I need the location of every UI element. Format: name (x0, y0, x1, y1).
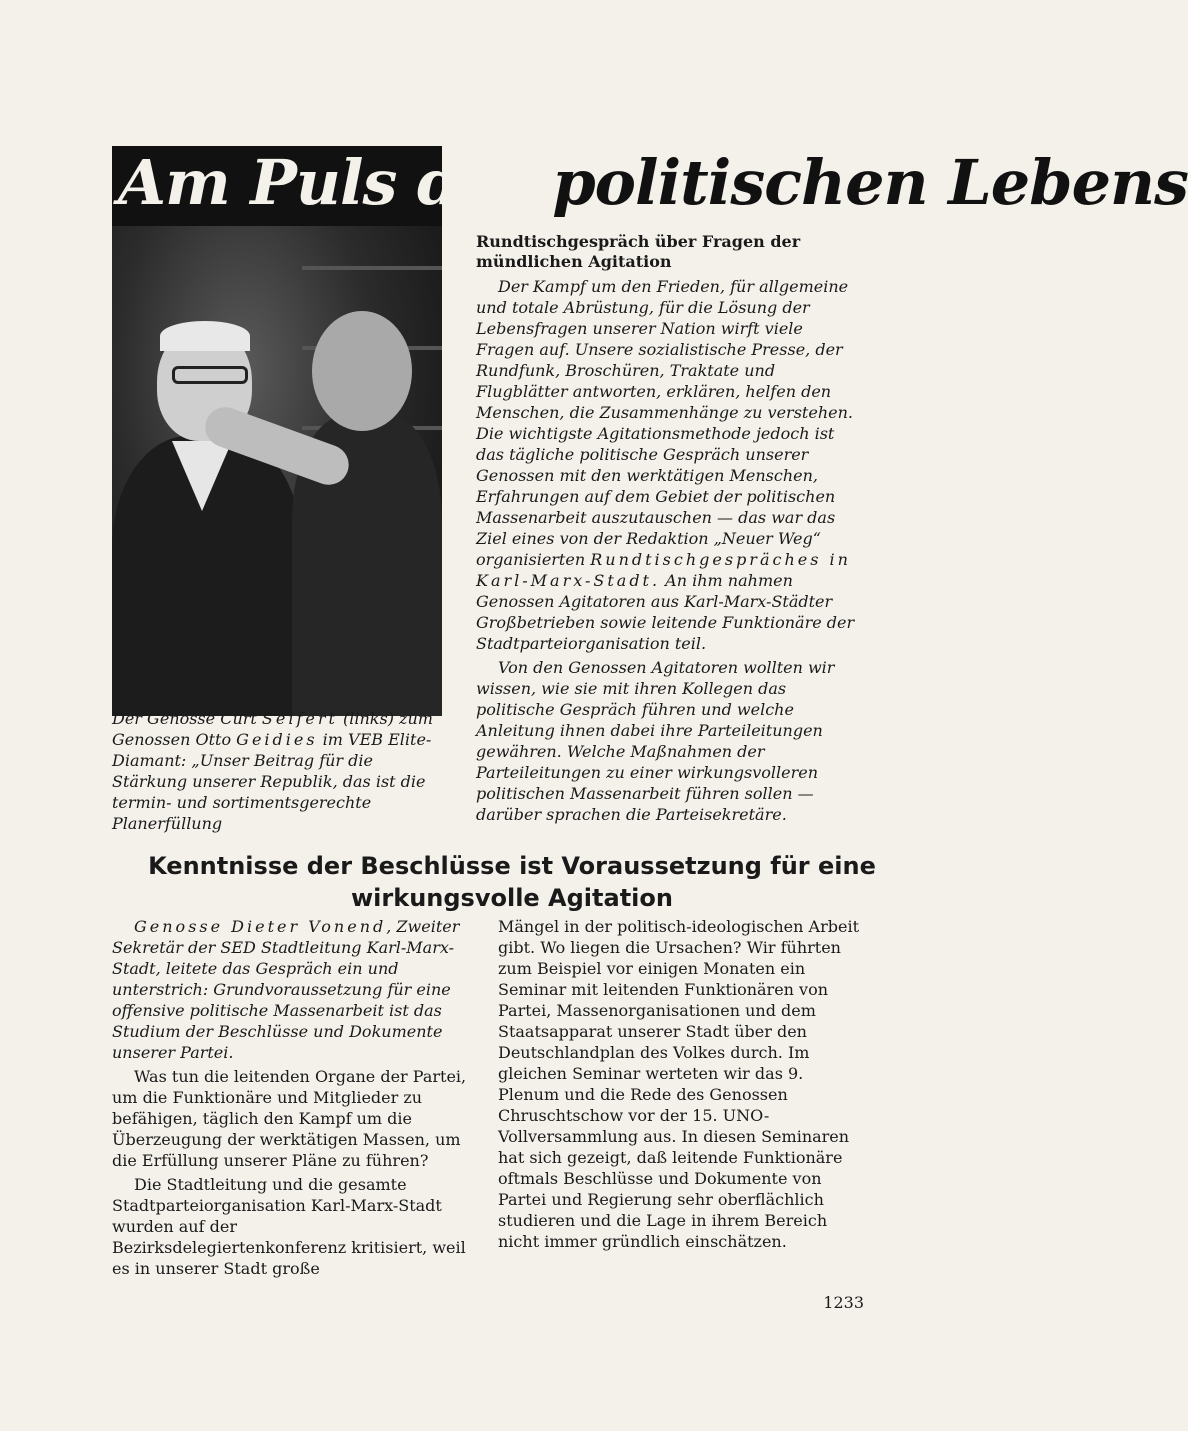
banner-title-dark-part: Am Puls des (118, 146, 553, 219)
article-headline (112, 850, 912, 914)
intro-text-spaced: Rundtischgespräches in Karl-Marx-Stadt. (476, 550, 851, 590)
photo-person-right-head (312, 311, 412, 431)
caption-text: im VEB Elite-Diamant: „Unser Beitrag für die Stärkung unserer Republik, das ist die termin- und sortimentsgerechte Planerfüllung (112, 730, 432, 833)
caption-text: Der Genosse Curt (112, 709, 262, 728)
article-text-run: , Zweiter Sekretär der SED Stadtleitung Karl-Marx-Stadt, leitete das Gespräch ein und unterstrich: Grundvoraussetzung für eine offensive politische Massenarbeit ist das Studium der Beschlüsse und Dokumente unserer Partei. (112, 917, 460, 1062)
speaker-name: Genosse Dieter Vonend (134, 917, 387, 936)
photo (112, 226, 442, 704)
article-paragraph (112, 916, 474, 1063)
headline-line: Kenntnisse der Beschlüsse ist Voraussetzung für eine (148, 852, 876, 880)
article-column-right (498, 916, 862, 1252)
intro-paragraph: Von den Genossen Agitatoren wollten wir wissen, wie sie mit ihren Kollegen das politische Gespräch führen und welche Anleitung ihnen dabei ihre Parteileitungen gewähren. Welche Maßnahmen der Parteileitungen zu einer wirkungsvolleren politischen Massenarbeit führen sollen — darüber sprachen die Parteisekretäre. (476, 658, 835, 824)
banner-title-light-part: politischen Lebens (552, 146, 1188, 219)
intro-text-run: An ihm nahmen Genossen Agitatoren aus Karl-Marx-Städter Großbetrieben sowie leitende Funktionäre der Stadtparteiorganisation teil. (476, 571, 855, 653)
caption-name: Geidies (236, 730, 318, 749)
caption-text: (links) zum Genossen Otto (112, 709, 433, 749)
article-paragraph: Was tun die leitenden Organe der Partei, um die Funktionäre und Mitglieder zu befähigen, täglich den Kampf um die Überzeugung der werktätigen Massen, um die Erfüllung unserer Pläne zu führen? (112, 1067, 467, 1170)
intro-paragraph (476, 276, 864, 654)
caption-name: Seifert (261, 709, 338, 728)
article-paragraph: Die Stadtleitung und die gesamte Stadtparteiorganisation Karl-Marx-Stadt wurden auf der Bezirksdelegiertenkonferenz kritisiert, weil es in unserer Stadt große (112, 1175, 466, 1278)
photo-person-left-glasses (172, 366, 248, 384)
photo-shelf (302, 266, 442, 270)
photo-caption (112, 708, 442, 834)
intro-subheading: Rundtischgespräch über Fragen der mündlichen Agitation (476, 232, 801, 271)
intro-text (476, 276, 864, 825)
photo-person-left-hair (160, 321, 250, 351)
headline-line: wirkungsvolle Agitation (351, 884, 673, 912)
intro-text-run: Der Kampf um den Frieden, für allgemeine und totale Abrüstung, für die Lösung der Lebensfragen unserer Nation wirft viele Fragen auf. Unsere sozialistische Presse, der Rundfunk, Broschüren, Traktate und Flugblätter antworten, erklären, helfen den Menschen, die Zusammenhänge zu verstehen. Die wichtigste Agitationsmethode jedoch ist das tägliche politische Gespräch unserer Genossen mit den werktätigen Menschen, Erfahrungen auf dem Gebiet der politischen Massenarbeit auszutauschen — das war das Ziel eines von der Redaktion „Neuer Weg“ organisierten (476, 277, 853, 569)
article-paragraph: Mängel in der politisch-ideologischen Arbeit gibt. Wo liegen die Ursachen? Wir führten zum Beispiel vor einigen Monaten ein Seminar mit leitenden Funktionären von Partei, Massenorganisationen und dem Staatsapparat unserer Stadt über den Deutschlandplan des Volkes durch. Im gleichen Seminar werteten wir das 9. Plenum und die Rede des Genossen Chruschtschow vor der 15. UNO-Vollversammlung aus. In diesen Seminaren hat sich gezeigt, daß leitende Funktionäre oftmals Beschlüsse und Dokumente von Partei und Regierung sehr oberflächlich studieren und die Lage in ihrem Bereich nicht immer gründlich einschätzen. (498, 917, 859, 1251)
page-number: 1233 (823, 1293, 864, 1312)
banner-title (118, 128, 1188, 238)
article-column-left (112, 916, 474, 1279)
